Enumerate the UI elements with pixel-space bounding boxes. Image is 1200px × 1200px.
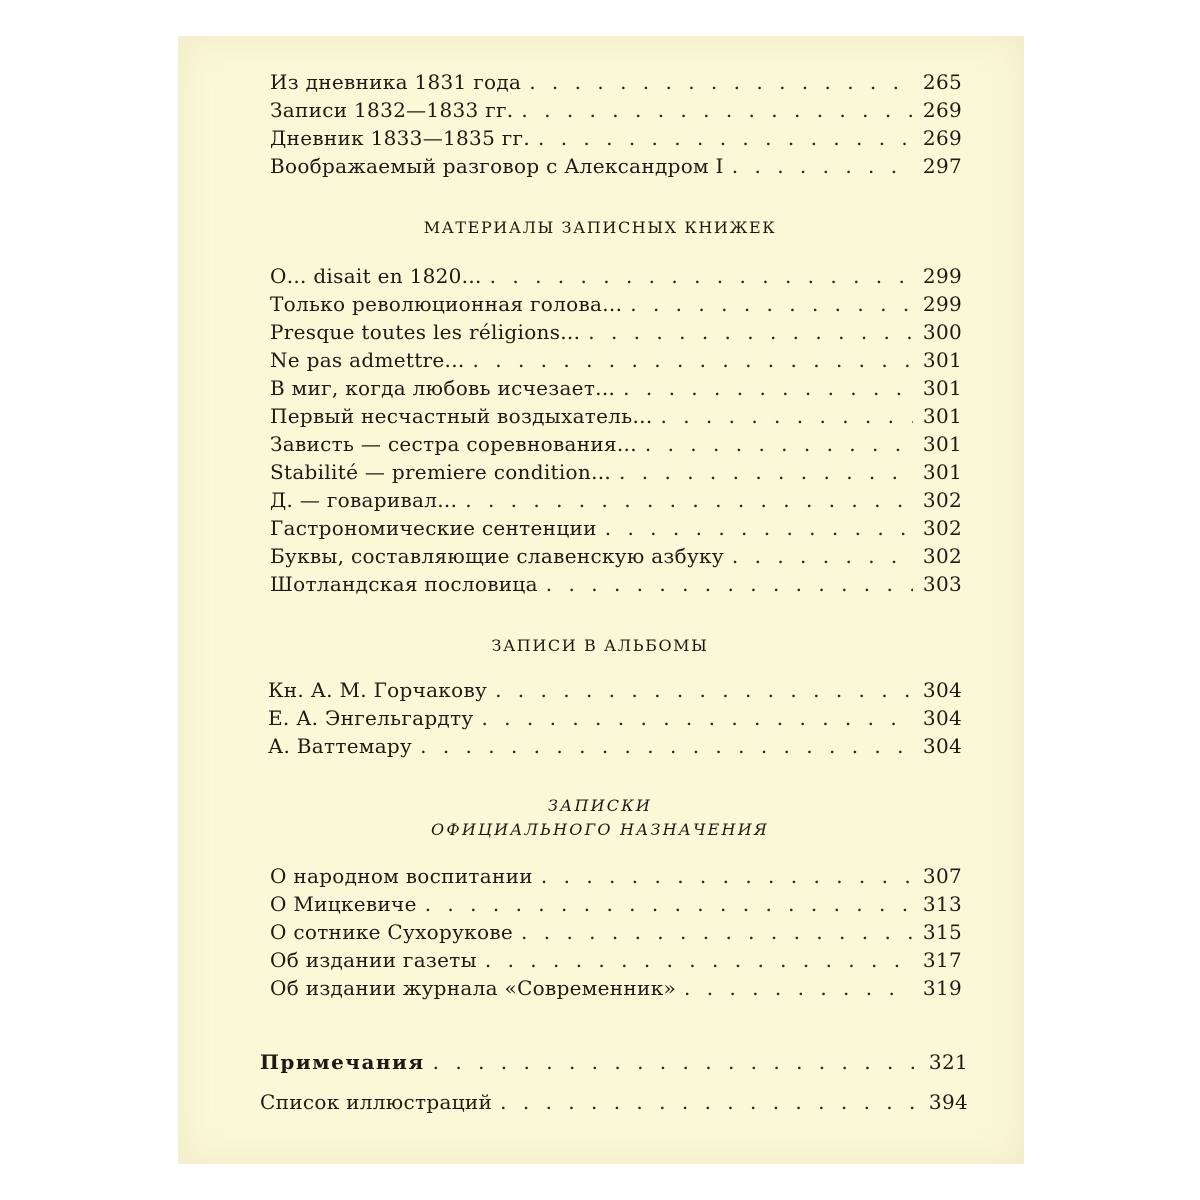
leader-dots bbox=[645, 430, 913, 458]
toc-entry-page: 315 bbox=[922, 920, 962, 944]
toc-entry-title: Воображаемый разговор с Александром I bbox=[270, 154, 724, 178]
section-heading-official-line2: ОФИЦИАЛЬНОГО НАЗНАЧЕНИЯ bbox=[431, 820, 769, 839]
toc-entry-page: 313 bbox=[922, 892, 962, 916]
toc-entry-page: 319 bbox=[922, 976, 962, 1000]
toc-entry bbox=[270, 486, 962, 514]
toc-entry-title: Об издании газеты bbox=[270, 948, 477, 972]
toc-entry-title: Дневник 1833—1835 гг. bbox=[270, 126, 530, 150]
toc-entry bbox=[270, 890, 962, 918]
toc-entry-page: 307 bbox=[922, 864, 962, 888]
toc-entry bbox=[270, 542, 962, 570]
toc-entry-title: В миг, когда любовь исчезает... bbox=[270, 376, 616, 400]
leader-dots bbox=[495, 676, 913, 704]
toc-entry-page: 302 bbox=[922, 488, 962, 512]
leader-dots bbox=[420, 732, 913, 760]
leader-dots bbox=[684, 974, 913, 1002]
leader-dots bbox=[529, 68, 913, 96]
toc-entry bbox=[270, 570, 962, 598]
toc-entry-title: А. Ваттемару bbox=[268, 734, 413, 758]
toc-entry-title: Е. А. Энгельгардту bbox=[268, 706, 474, 730]
section-heading-albums: ЗАПИСИ В АЛЬБОМЫ bbox=[491, 636, 709, 655]
leader-dots bbox=[521, 918, 913, 946]
toc-entry-page: 297 bbox=[922, 154, 962, 178]
toc-entry bbox=[270, 974, 962, 1002]
toc-entry-title: О... disait en 1820... bbox=[270, 264, 482, 288]
toc-entry-title: Шотландская пословица bbox=[270, 572, 538, 596]
toc-entry bbox=[270, 68, 962, 96]
leader-dots bbox=[485, 946, 913, 974]
toc-entry bbox=[270, 918, 962, 946]
toc-entry-page: 269 bbox=[922, 98, 962, 122]
toc-entry bbox=[270, 374, 962, 402]
leader-dots bbox=[538, 124, 913, 152]
toc-entry-page: 317 bbox=[922, 948, 962, 972]
toc-entry-title: О народном воспитании bbox=[270, 864, 533, 888]
toc-entry bbox=[270, 96, 962, 124]
toc-entry-title: Буквы, составляющие славенскую азбуку bbox=[270, 544, 724, 568]
section-heading-notebooks: МАТЕРИАЛЫ ЗАПИСНЫХ КНИЖЕК bbox=[423, 218, 777, 237]
toc-entry-page: 302 bbox=[922, 544, 962, 568]
toc-entry-title: Список иллюстраций bbox=[260, 1090, 493, 1114]
toc-entry-page: 265 bbox=[922, 70, 962, 94]
toc-entry bbox=[268, 676, 962, 704]
toc-entry-title: Первый несчастный воздыхатель... bbox=[270, 404, 653, 428]
leader-dots bbox=[732, 542, 913, 570]
leader-dots bbox=[481, 704, 912, 732]
toc-entry-page: 394 bbox=[928, 1090, 968, 1114]
toc-entry bbox=[270, 124, 962, 152]
toc-entry-title: Ne pas admettre... bbox=[270, 348, 465, 372]
toc-entry-title: О сотнике Сухорукове bbox=[270, 920, 514, 944]
toc-entry-title: Зависть — сестра соревнования... bbox=[270, 432, 637, 456]
leader-dots bbox=[623, 374, 913, 402]
toc-entry bbox=[270, 946, 962, 974]
toc-entry-title: Presque toutes les réligions... bbox=[270, 320, 581, 344]
leader-dots bbox=[588, 318, 913, 346]
toc-entry-page: 299 bbox=[922, 292, 962, 316]
toc-entry bbox=[268, 704, 962, 732]
leader-dots bbox=[500, 1088, 919, 1116]
leader-dots bbox=[630, 290, 913, 318]
leader-dots bbox=[425, 890, 913, 918]
toc-entry bbox=[270, 430, 962, 458]
leader-dots bbox=[490, 262, 913, 290]
toc-entry-page: 301 bbox=[922, 404, 962, 428]
toc-entry-title: Только революционная голова... bbox=[270, 292, 623, 316]
toc-entry bbox=[270, 458, 962, 486]
toc-entry-title: Гастрономические сентенции bbox=[270, 516, 597, 540]
toc-entry bbox=[270, 402, 962, 430]
toc-entry-page: 301 bbox=[922, 376, 962, 400]
toc-entry-page: 321 bbox=[928, 1050, 968, 1074]
toc-entry-page: 303 bbox=[922, 572, 962, 596]
toc-entry-page: 299 bbox=[922, 264, 962, 288]
toc-entry bbox=[270, 318, 962, 346]
leader-dots bbox=[732, 152, 913, 180]
toc-entry-page: 269 bbox=[922, 126, 962, 150]
toc-entry-title: Из дневника 1831 года bbox=[270, 70, 522, 94]
leader-dots bbox=[660, 402, 912, 430]
leader-dots bbox=[541, 862, 913, 890]
toc-entry bbox=[270, 290, 962, 318]
toc-entry-page: 304 bbox=[922, 678, 962, 702]
toc-entry-title: Кн. А. М. Горчакову bbox=[268, 678, 488, 702]
toc-entry-title: Записи 1832—1833 гг. bbox=[270, 98, 514, 122]
leader-dots bbox=[433, 1048, 919, 1076]
toc-entry bbox=[270, 262, 962, 290]
toc-entry-title: Об издании журнала «Современник» bbox=[270, 976, 677, 1000]
toc-entry-page: 300 bbox=[922, 320, 962, 344]
toc-entry-page: 304 bbox=[922, 706, 962, 730]
toc-entry-page: 301 bbox=[922, 432, 962, 456]
toc-entry-page: 304 bbox=[922, 734, 962, 758]
toc-entry-title: О Мицкевиче bbox=[270, 892, 417, 916]
leader-dots bbox=[473, 346, 913, 374]
toc-entry-notes bbox=[260, 1048, 968, 1076]
leader-dots bbox=[465, 486, 913, 514]
toc-entry-title: Д. — говаривал... bbox=[270, 488, 458, 512]
leader-dots bbox=[619, 458, 913, 486]
leader-dots bbox=[605, 514, 913, 542]
toc-entry-title: Примечания bbox=[260, 1050, 425, 1074]
toc-entry bbox=[270, 152, 962, 180]
leader-dots bbox=[546, 570, 913, 598]
toc-entry-illustrations bbox=[260, 1088, 968, 1116]
toc-entry bbox=[270, 346, 962, 374]
leader-dots bbox=[521, 96, 913, 124]
toc-entry bbox=[270, 514, 962, 542]
toc-entry bbox=[270, 862, 962, 890]
toc-entry bbox=[268, 732, 962, 760]
section-heading-official-line1: ЗАПИСКИ bbox=[548, 796, 652, 815]
toc-entry-page: 301 bbox=[922, 460, 962, 484]
toc-entry-page: 301 bbox=[922, 348, 962, 372]
toc-entry-title: Stabilité — premiere condition... bbox=[270, 460, 612, 484]
toc-entry-page: 302 bbox=[922, 516, 962, 540]
